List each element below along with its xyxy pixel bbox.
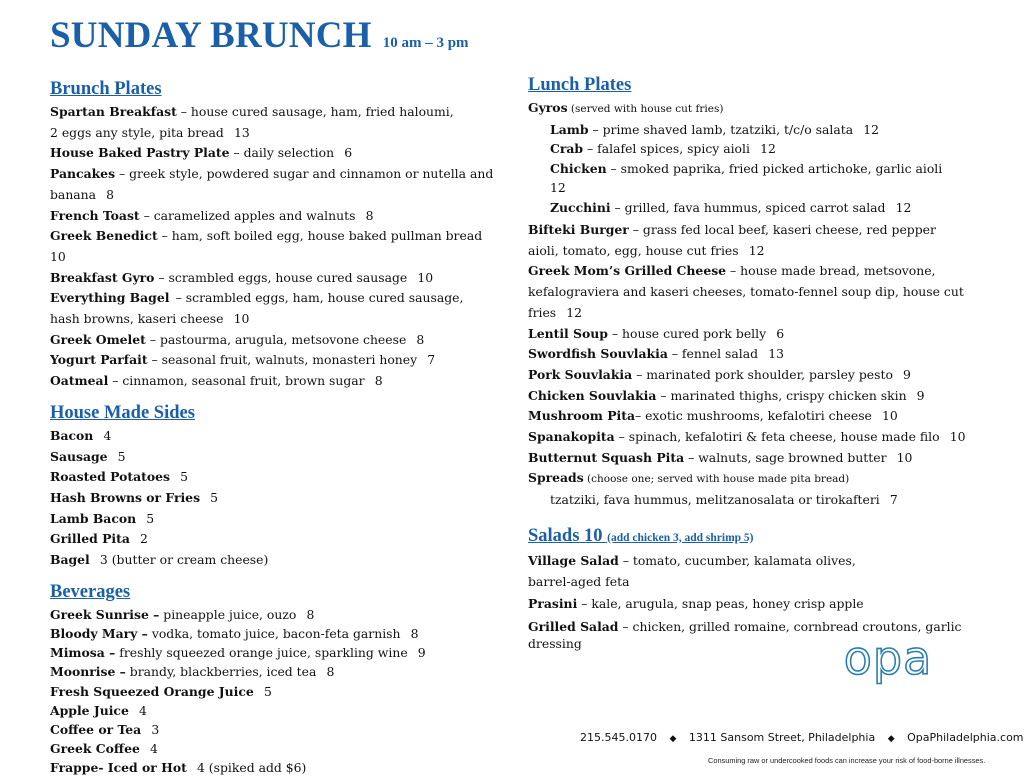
- menu-title: [50, 14, 469, 57]
- menu-item: Sausage 5: [50, 448, 126, 464]
- right-column: [528, 74, 968, 652]
- diamond-icon: ◆: [669, 734, 677, 744]
- menu-item: Frappe- Iced or Hot 4 (spiked add $6): [50, 760, 307, 776]
- menu-item: Lamb – prime shaved lamb, tzatziki, t/c/o salata 12: [550, 121, 880, 137]
- menu-item: Fresh Squeezed Orange Juice 5: [50, 683, 272, 699]
- section-heading-brunch-plates: Brunch Plates: [50, 79, 162, 99]
- menu-item: Prasini – kale, arugula, snap peas, honey crisp apple: [528, 596, 864, 612]
- website: OpaPhiladelphia.com: [907, 731, 1024, 744]
- menu-item: Zucchini – grilled, fava hummus, spiced carrot salad 12: [550, 199, 912, 215]
- menu-item: Swordfish Souvlakia – fennel salad 13: [528, 346, 784, 362]
- menu-item: Grilled Pita 2: [50, 531, 148, 547]
- menu-item: Coffee or Tea 3: [50, 721, 160, 737]
- menu-item: Crab – falafel spices, spicy aioli 12: [550, 141, 776, 156]
- section-heading-lunch-plates: Lunch Plates: [528, 75, 632, 95]
- menu-item: Yogurt Parfait – seasonal fruit, walnuts, monasteri honey 7: [50, 352, 436, 368]
- menu-item: Bagel 3 (butter or cream cheese): [50, 552, 269, 568]
- menu-item: Chicken – smoked paprika, fried picked artichoke, garlic aioli 12: [550, 160, 949, 195]
- menu-item: Oatmeal – cinnamon, seasonal fruit, brown sugar 8: [50, 373, 383, 389]
- menu-item: Gyros (served with house cut fries): [528, 100, 724, 115]
- food-safety-disclaimer: Consuming raw or undercooked foods can increase your risk of food-borne illnesses.: [708, 756, 986, 765]
- menu-item: Greek Sunrise – pineapple juice, ouzo 8: [50, 606, 315, 622]
- menu-item: Pancakes – greek style, powdered sugar and cinnamon or nutella and banana 8: [50, 166, 494, 202]
- menu-item: Moonrise – brandy, blackberries, iced tea 8: [50, 664, 335, 680]
- menu-item: Greek Coffee 4: [50, 741, 158, 757]
- phone-number: 215.545.0170: [580, 731, 657, 744]
- menu-item: tzatziki, fava hummus, melitzanosalata or tirokafteri 7: [550, 492, 898, 508]
- menu-item: Roasted Potatoes 5: [50, 469, 189, 485]
- section-heading-salads: Salads 10 (add chicken 3, add shrimp 5): [528, 525, 754, 546]
- section-heading-beverages: Beverages: [50, 581, 131, 602]
- menu-item: Butternut Squash Pita – walnuts, sage browned butter 10: [528, 449, 913, 465]
- menu-item: Mimosa – freshly squeezed orange juice, sparkling wine 9: [50, 645, 426, 661]
- menu-item: Lentil Soup – house cured pork belly 6: [528, 325, 785, 341]
- menu-item: Greek Mom’s Grilled Cheese – house made bread, metsovone, kefalograviera and kaseri cheeses, tomato-fennel soup dip, house cut fries 12: [528, 263, 964, 320]
- menu-item: Spartan Breakfast – house cured sausage, ham, fried haloumi, 2 eggs any style, pita bread 13: [50, 104, 454, 140]
- menu-item: Everything Bagel – scrambled eggs, ham, house cured sausage, hash browns, kaseri cheese 10: [50, 290, 464, 327]
- menu-item: House Baked Pastry Plate – daily selection 6: [50, 145, 353, 161]
- logo-text: opa: [843, 631, 933, 685]
- menu-item: Breakfast Gyro – scrambled eggs, house cured sausage 10: [50, 269, 434, 285]
- menu-item: French Toast – caramelized apples and walnuts 8: [50, 207, 374, 223]
- menu-item: Greek Benedict – ham, soft boiled egg, house baked pullman bread 10: [50, 228, 489, 264]
- menu-item: Pork Souvlakia – marinated pork shoulder, parsley pesto 9: [528, 366, 911, 382]
- menu-item: Greek Omelet – pastourma, arugula, metsovone cheese 8: [50, 331, 425, 347]
- menu-item: Bacon 4: [50, 427, 112, 443]
- menu-item: Village Salad – tomato, cucumber, kalamata olives, barrel-aged feta: [528, 552, 856, 589]
- left-column: [50, 78, 500, 778]
- diamond-icon: ◆: [887, 734, 895, 744]
- menu-item: Grilled Salad – chicken, grilled romaine, cornbread croutons, garlic dressing: [528, 618, 962, 651]
- menu-item: Bloody Mary – vodka, tomato juice, bacon-feta garnish 8: [50, 625, 419, 641]
- menu-item: Lamb Bacon 5: [50, 510, 155, 526]
- address: 1311 Sansom Street, Philadelphia: [688, 731, 876, 744]
- brunch-hours: 10 am – 3 pm: [382, 35, 469, 51]
- menu-item: Hash Browns or Fries 5: [50, 489, 219, 505]
- salads-add-on-note: (add chicken 3, add shrimp 5): [607, 531, 754, 544]
- menu-item: Mushroom Pita– exotic mushrooms, kefalotiri cheese 10: [528, 408, 898, 424]
- menu-item: Apple Juice 4: [50, 702, 147, 718]
- opa-logo: [832, 631, 944, 688]
- section-heading-house-made-sides: House Made Sides: [50, 402, 195, 423]
- menu-item: Spanakopita – spinach, kefalotiri & feta cheese, house made filo 10: [528, 429, 966, 445]
- page-title: SUNDAY BRUNCH: [50, 15, 372, 56]
- menu-item: Chicken Souvlakia – marinated thighs, crispy chicken skin 9: [528, 387, 925, 403]
- menu-item: Bifteki Burger – grass fed local beef, kaseri cheese, red pepper aioli, tomato, egg, house cut fries 12: [528, 222, 936, 258]
- menu-item: Spreads (choose one; served with house made pita bread): [528, 470, 850, 486]
- footer-contact: [580, 731, 1024, 744]
